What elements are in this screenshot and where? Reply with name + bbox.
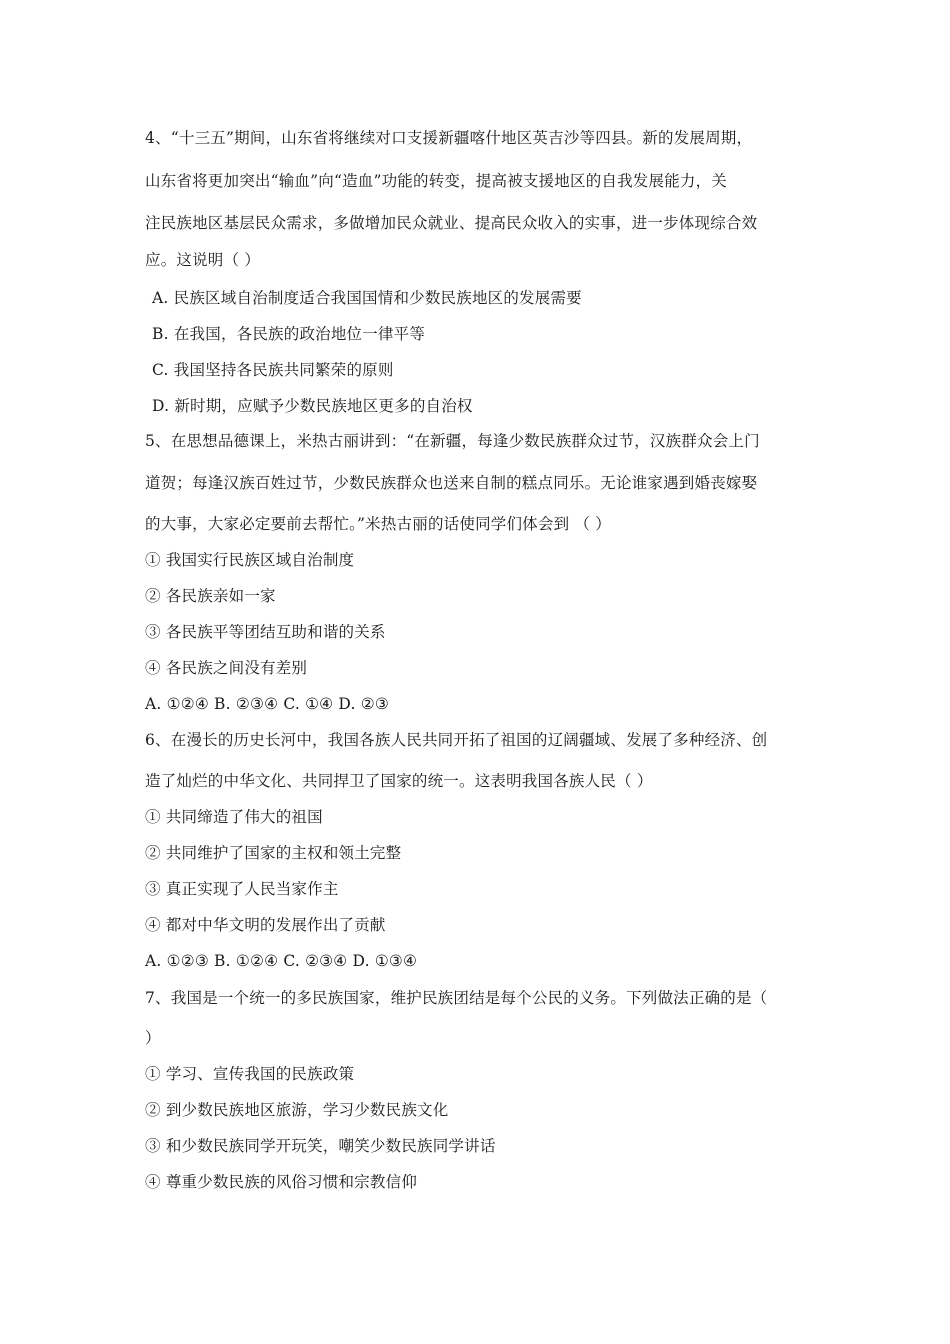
q4-stem-line-4: 应。这说明（ ）	[145, 251, 261, 269]
q4-option-c: C. 我国坚持各民族共同繁荣的原则	[152, 361, 394, 379]
q4-option-a: A. 民族区域自治制度适合我国国情和少数民族地区的发展需要	[152, 289, 582, 307]
q6-options: A. ①②③ B. ①②④ C. ②③④ D. ①③④	[145, 952, 418, 970]
q6-item-1: ① 共同缔造了伟大的祖国	[145, 808, 323, 826]
q5-item-4: ④ 各民族之间没有差别	[145, 659, 308, 677]
q5-stem-line-1: 5、在思想品德课上，米热古丽讲到：“在新疆，每逢少数民族群众过节，汉族群众会上门	[145, 432, 760, 450]
q6-item-4: ④ 都对中华文明的发展作出了贡献	[145, 916, 386, 934]
q5-item-3: ③ 各民族平等团结互助和谐的关系	[145, 623, 386, 641]
q4-option-d: D. 新时期，应赋予少数民族地区更多的自治权	[152, 397, 473, 415]
q6-item-3: ③ 真正实现了人民当家作主	[145, 880, 339, 898]
q5-stem-line-3: 的大事，大家必定要前去帮忙。”米热古丽的话使同学们体会到 （ ）	[145, 515, 611, 533]
q5-item-1: ① 我国实行民族区域自治制度	[145, 551, 355, 569]
q7-item-1: ① 学习、宣传我国的民族政策	[145, 1065, 355, 1083]
q4-stem-line-3: 注民族地区基层民众需求，多做增加民众就业、提高民众收入的实事，进一步体现综合效	[145, 214, 758, 232]
q7-stem-line-2: ）	[145, 1029, 161, 1047]
q5-stem-line-2: 道贺；每逢汉族百姓过节，少数民族群众也送来自制的糕点同乐。无论谁家遇到婚丧嫁娶	[145, 474, 758, 492]
q5-options: A. ①②④ B. ②③④ C. ①④ D. ②③	[145, 695, 389, 713]
q4-stem-line-1: 4、“十三五”期间，山东省将继续对口支援新疆喀什地区英吉沙等四县。新的发展周期，	[145, 129, 753, 147]
q7-item-3: ③ 和少数民族同学开玩笑，嘲笑少数民族同学讲话	[145, 1137, 496, 1155]
q7-item-4: ④ 尊重少数民族的风俗习惯和宗教信仰	[145, 1173, 418, 1191]
q4-option-b: B. 在我国，各民族的政治地位一律平等	[152, 325, 426, 343]
q7-stem-line-1: 7、我国是一个统一的多民族国家，维护民族团结是每个公民的义务。下列做法正确的是（	[145, 989, 768, 1007]
q7-item-2: ② 到少数民族地区旅游，学习少数民族文化	[145, 1101, 449, 1119]
q6-stem-line-2: 造了灿烂的中华文化、共同捍卫了国家的统一。这表明我国各族人民（ ）	[145, 772, 653, 790]
q6-stem-line-1: 6、在漫长的历史长河中，我国各族人民共同开拓了祖国的辽阔疆域、发展了多种经济、创	[145, 731, 768, 749]
q4-stem-line-2: 山东省将更加突出“输血”向“造血”功能的转变，提高被支援地区的自我发展能力，关	[145, 172, 727, 190]
q6-item-2: ② 共同维护了国家的主权和领土完整	[145, 844, 402, 862]
q5-item-2: ② 各民族亲如一家	[145, 587, 276, 605]
